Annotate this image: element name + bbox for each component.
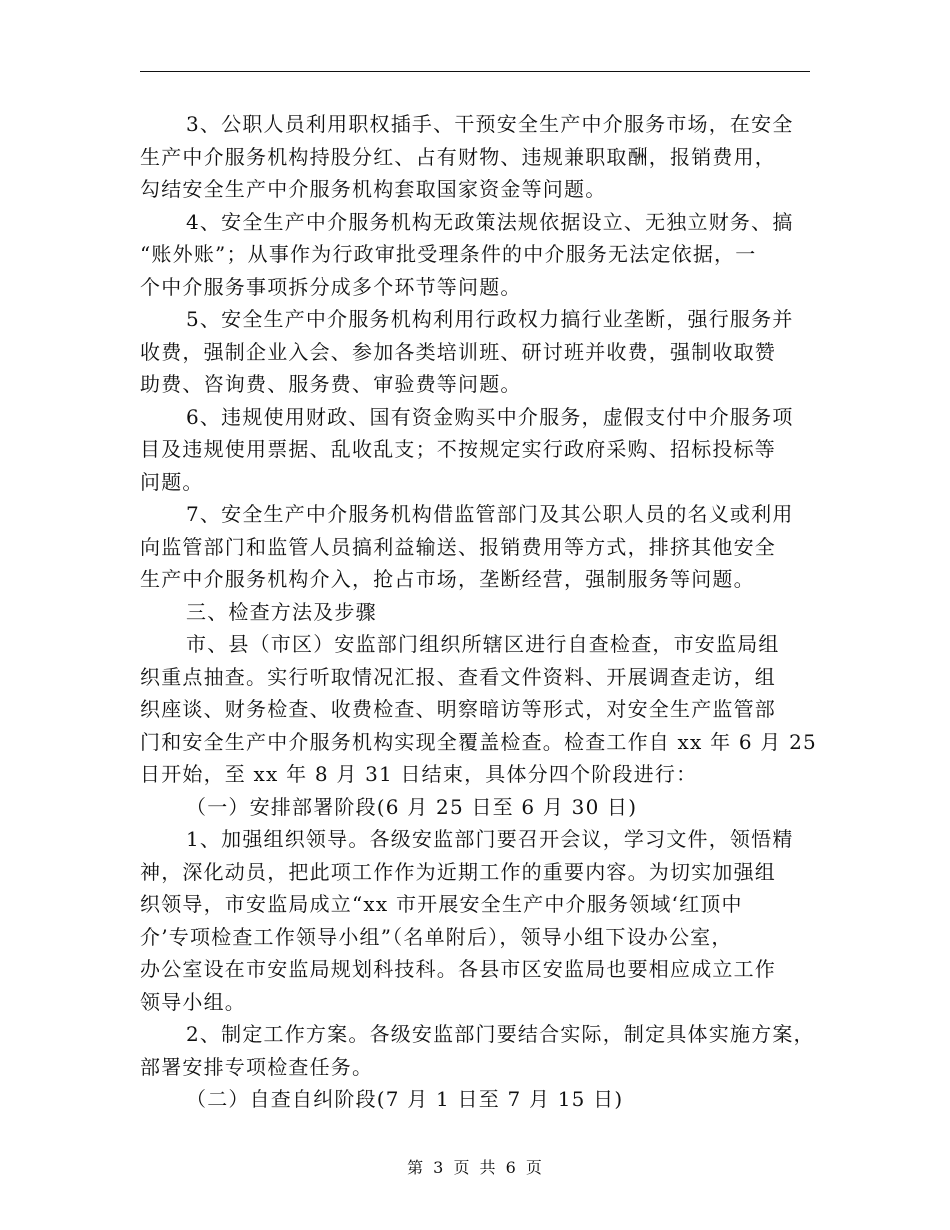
text-line: 勾结安全生产中介服务机构套取国家资金等问题。 [140,177,607,201]
text-line: （二）自查自纠阶段(7 月 1 日至 7 月 15 日) [186,1087,624,1111]
document-body [140,108,817,1116]
page-number: 第 3 页 共 6 页 [407,1158,543,1177]
text-line: 介’专项检查工作领导小组”（名单附后），领导小组下设办公室， [140,924,733,949]
text-line: 市、县（市区）安监部门组织所辖区进行自查检查，市安监局组 [186,632,780,656]
text-line: 4、安全生产中介服务机构无政策法规依据设立、无独立财务、搞 [186,209,794,234]
text-line: 织重点抽查。实行听取情况汇报、查看文件资料、开展调查走访，组 [140,664,776,689]
text-line: 3、公职人员利用职权插手、干预安全生产中介服务市场，在安全 [186,112,794,136]
text-line: 5、安全生产中介服务机构利用行政权力搞行业垄断，强行服务并 [186,307,794,331]
text-line: 6、违规使用财政、国有资金购买中介服务，虚假支付中介服务项 [186,404,794,429]
text-line: 目及违规使用票据、乱收乱支；不按规定实行政府采购、招标投标等 [140,437,776,461]
text-line: 门和安全生产中介服务机构实现全覆盖检查。检查工作自 xx 年 6 月 25 [140,729,817,754]
text-line: 7、安全生产中介服务机构借监管部门及其公职人员的名义或利用 [186,502,794,526]
text-line: 2、制定工作方案。各级安监部门要结合实际，制定具体实施方案， [186,1022,815,1046]
text-line: 织领导，市安监局成立“xx 市开展安全生产中介服务领域‘红顶中 [140,892,743,916]
text-line: 收费，强制企业入会、参加各类培训班、研讨班并收费，强制收取赞 [140,339,776,364]
text-line: 办公室设在市安监局规划科技科。各县市区安监局也要相应成立工作 [140,957,776,981]
text-line: 个中介服务事项拆分成多个环节等问题。 [140,274,522,299]
text-line: 问题。 [140,469,204,494]
header-rule [140,71,810,72]
text-line: 生产中介服务机构介入，抢占市场，垄断经营，强制服务等问题。 [140,567,755,591]
text-line: 三、检查方法及步骤 [186,599,377,624]
text-line: 生产中介服务机构持股分红、占有财物、违规兼职取酬，报销费用， [140,144,776,169]
text-line: 日开始，至 xx 年 8 月 31 日结束，具体分四个阶段进行： [140,762,698,786]
text-line: 助费、咨询费、服务费、审验费等问题。 [140,372,522,396]
text-line: 部署安排专项检查任务。 [140,1054,374,1079]
text-line: （一）安排部署阶段(6 月 25 日至 6 月 30 日) [186,794,638,819]
text-line: 神，深化动员，把此项工作作为近期工作的重要内容。为切实加强组 [140,859,776,884]
text-line: 织座谈、财务检查、收费检查、明察暗访等形式，对安全生产监管部 [140,697,776,721]
text-line: 向监管部门和监管人员搞利益输送、报销费用等方式，排挤其他安全 [140,534,776,559]
text-line: “账外账”；从事作为行政审批受理条件的中介服务无法定依据，一 [140,242,757,266]
text-line: 1、加强组织领导。各级安监部门要召开会议，学习文件，领悟精 [186,827,794,851]
text-line: 领导小组。 [140,989,246,1014]
